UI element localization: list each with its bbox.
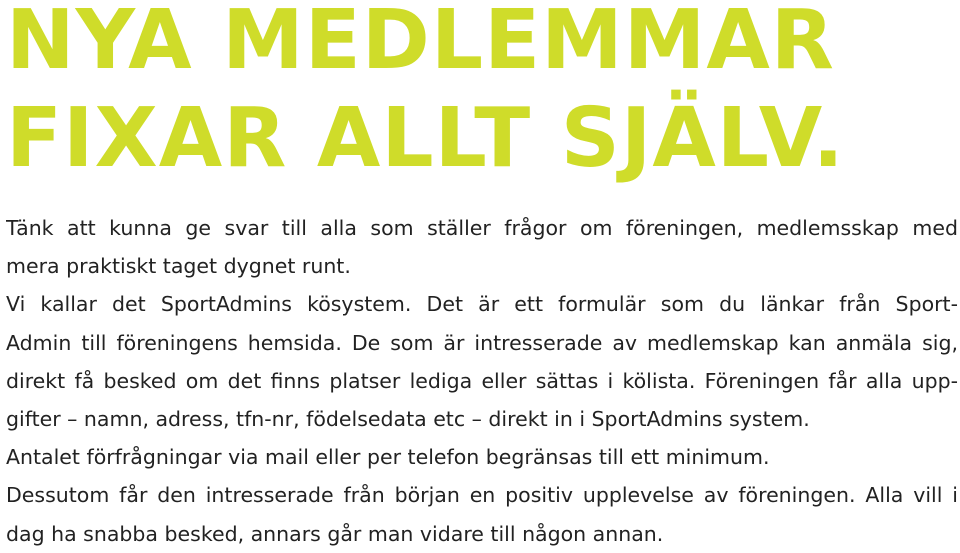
body-paragraph: [6, 209, 958, 553]
headline-line-2: FIXAR ALLT SJÄLV.: [6, 91, 845, 186]
body-line: Tänk att kunna ge svar till alla som ställer frågor om föreningen, medlemsskap med: [6, 216, 958, 240]
body-line: Admin till föreningens hemsida. De som är intresserade av medlemskap kan anmäla sig,: [6, 330, 958, 355]
page-headline: [6, 0, 845, 188]
body-line: Antalet förfrågningar via mail eller per telefon begränsas till ett minimum.: [6, 445, 770, 470]
body-line: direkt få besked om det finns platser lediga eller sättas i kölista. Föreningen får alla upp-: [6, 368, 958, 393]
headline-line-1: NYA MEDLEMMAR: [6, 0, 835, 88]
body-line: gifter – namn, adress, tfn-nr, födelsedata etc – direkt in i SportAdmins system.: [6, 406, 810, 431]
body-line: Vi kallar det SportAdmins kösystem. Det är ett formulär som du länkar från Sport-: [6, 292, 958, 317]
body-line: mera praktiskt taget dygnet runt.: [6, 254, 351, 279]
body-line: Dessutom får den intresserade från början en positiv upplevelse av föreningen. Alla vill i: [6, 483, 958, 508]
body-line: dag ha snabba besked, annars går man vidare till någon annan.: [6, 521, 664, 546]
